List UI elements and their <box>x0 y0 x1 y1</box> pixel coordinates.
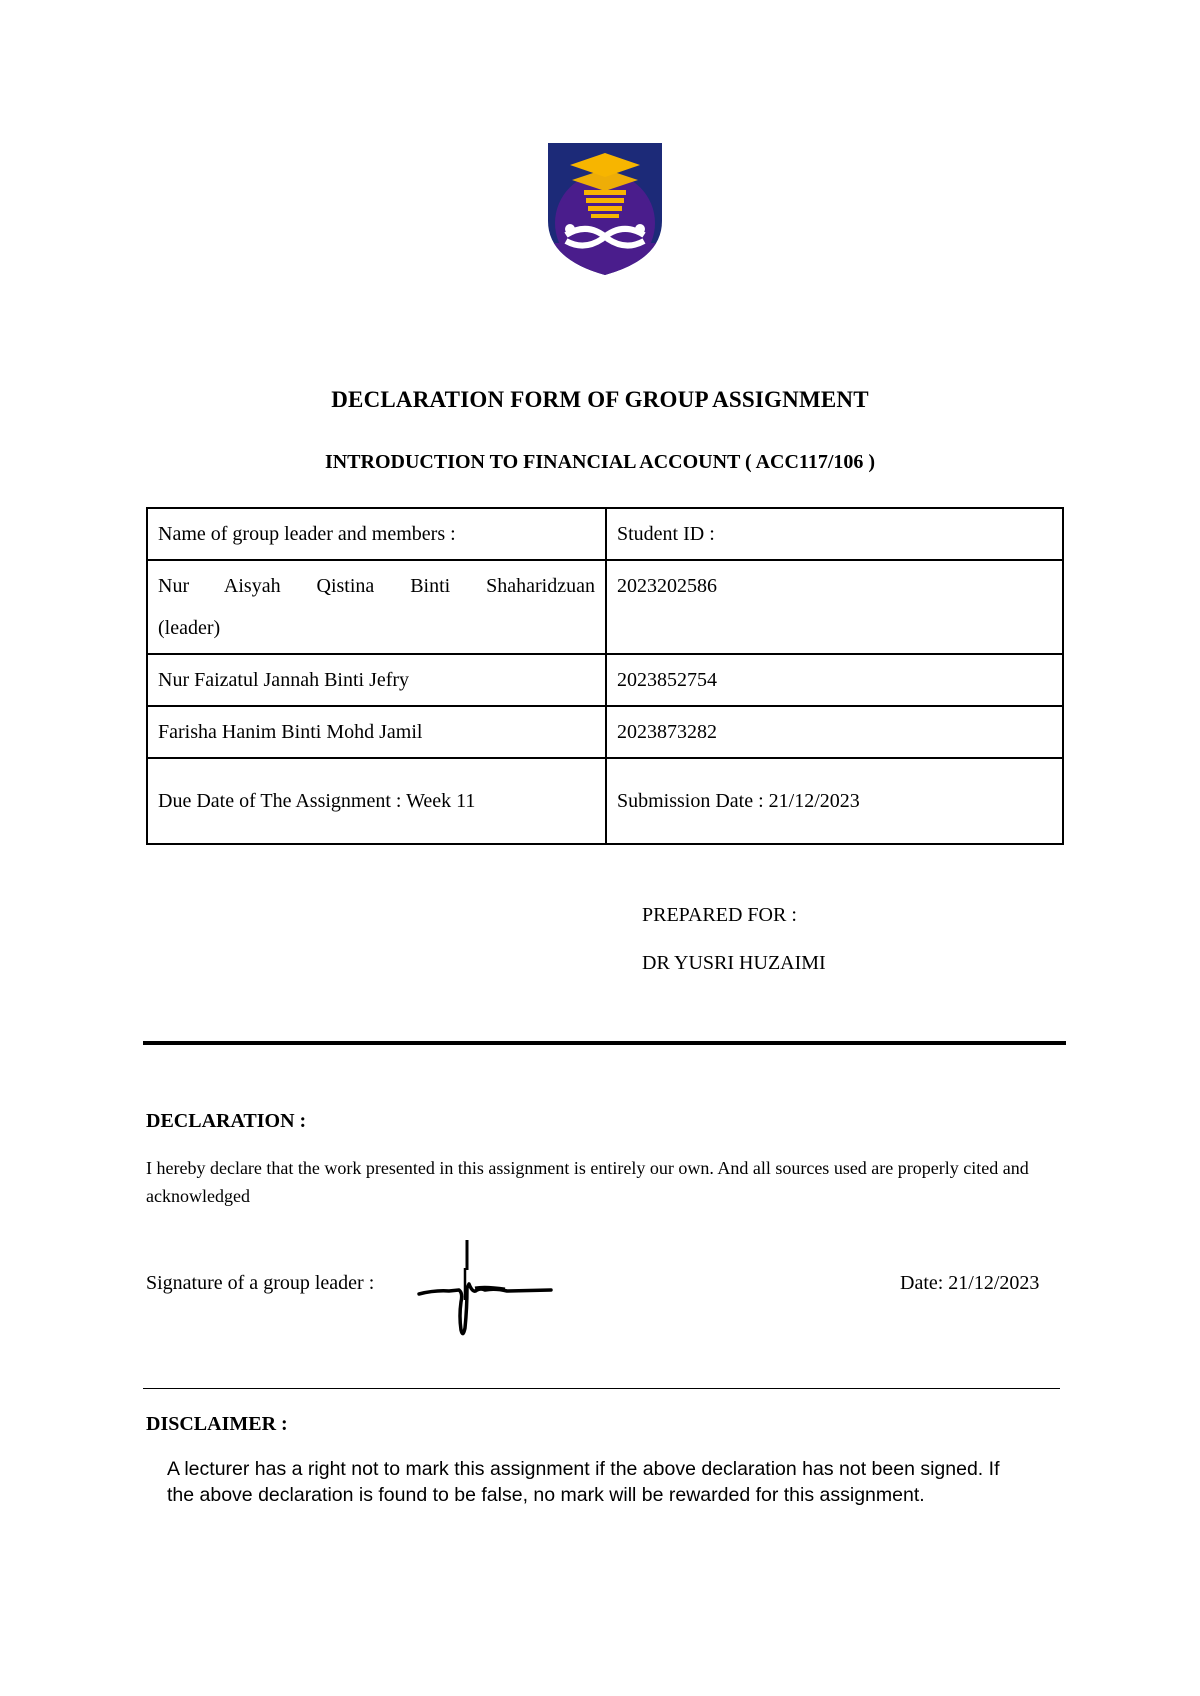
disclaimer-heading: DISCLAIMER : <box>146 1413 288 1435</box>
table-row <box>147 758 1063 844</box>
table-row <box>147 508 1063 560</box>
form-title: DECLARATION FORM OF GROUP ASSIGNMENT <box>331 387 869 412</box>
lecturer-name: DR YUSRI HUZAIMI <box>642 952 826 974</box>
university-logo <box>548 143 662 275</box>
section-divider <box>143 1041 1066 1045</box>
section-divider-thin <box>143 1388 1060 1389</box>
signature-label: Signature of a group leader : <box>146 1272 375 1294</box>
header-names-cell: Name of group leader and members : <box>147 508 606 560</box>
member-name: Nur Aisyah Qistina Binti Shaharidzuan <box>158 575 595 597</box>
table-row <box>147 560 1063 654</box>
declaration-heading: DECLARATION : <box>146 1110 307 1132</box>
member-id-cell: 2023202586 <box>606 560 1063 654</box>
prepared-for-label: PREPARED FOR : <box>642 904 797 926</box>
disclaimer-text: A lecturer has a right not to mark this assignment if the above declaration has not been signed. If the above declaration is found to be false, no mark will be rewarded for this assignment. <box>167 1458 1000 1506</box>
member-name-cell: Nur Faizatul Jannah Binti Jefry <box>147 654 606 706</box>
signature-image <box>415 1238 555 1338</box>
table-row <box>147 654 1063 706</box>
due-date-cell: Due Date of The Assignment : Week 11 <box>147 758 606 844</box>
submission-date-cell: Submission Date : 21/12/2023 <box>606 758 1063 844</box>
member-name-cell: Farisha Hanim Binti Mohd Jamil <box>147 706 606 758</box>
course-title: INTRODUCTION TO FINANCIAL ACCOUNT ( ACC117/106 ) <box>324 451 876 473</box>
table-row <box>147 706 1063 758</box>
header-ids-cell: Student ID : <box>606 508 1063 560</box>
member-name-cell <box>147 560 606 654</box>
declaration-text: I hereby declare that the work presented in this assignment is entirely our own. And all sources used are properly cited and acknowledged <box>146 1158 1029 1206</box>
leader-note: (leader) <box>158 617 221 639</box>
members-table <box>146 507 1064 845</box>
member-id-cell: 2023852754 <box>606 654 1063 706</box>
declaration-date: Date: 21/12/2023 <box>900 1272 1040 1294</box>
member-id-cell: 2023873282 <box>606 706 1063 758</box>
